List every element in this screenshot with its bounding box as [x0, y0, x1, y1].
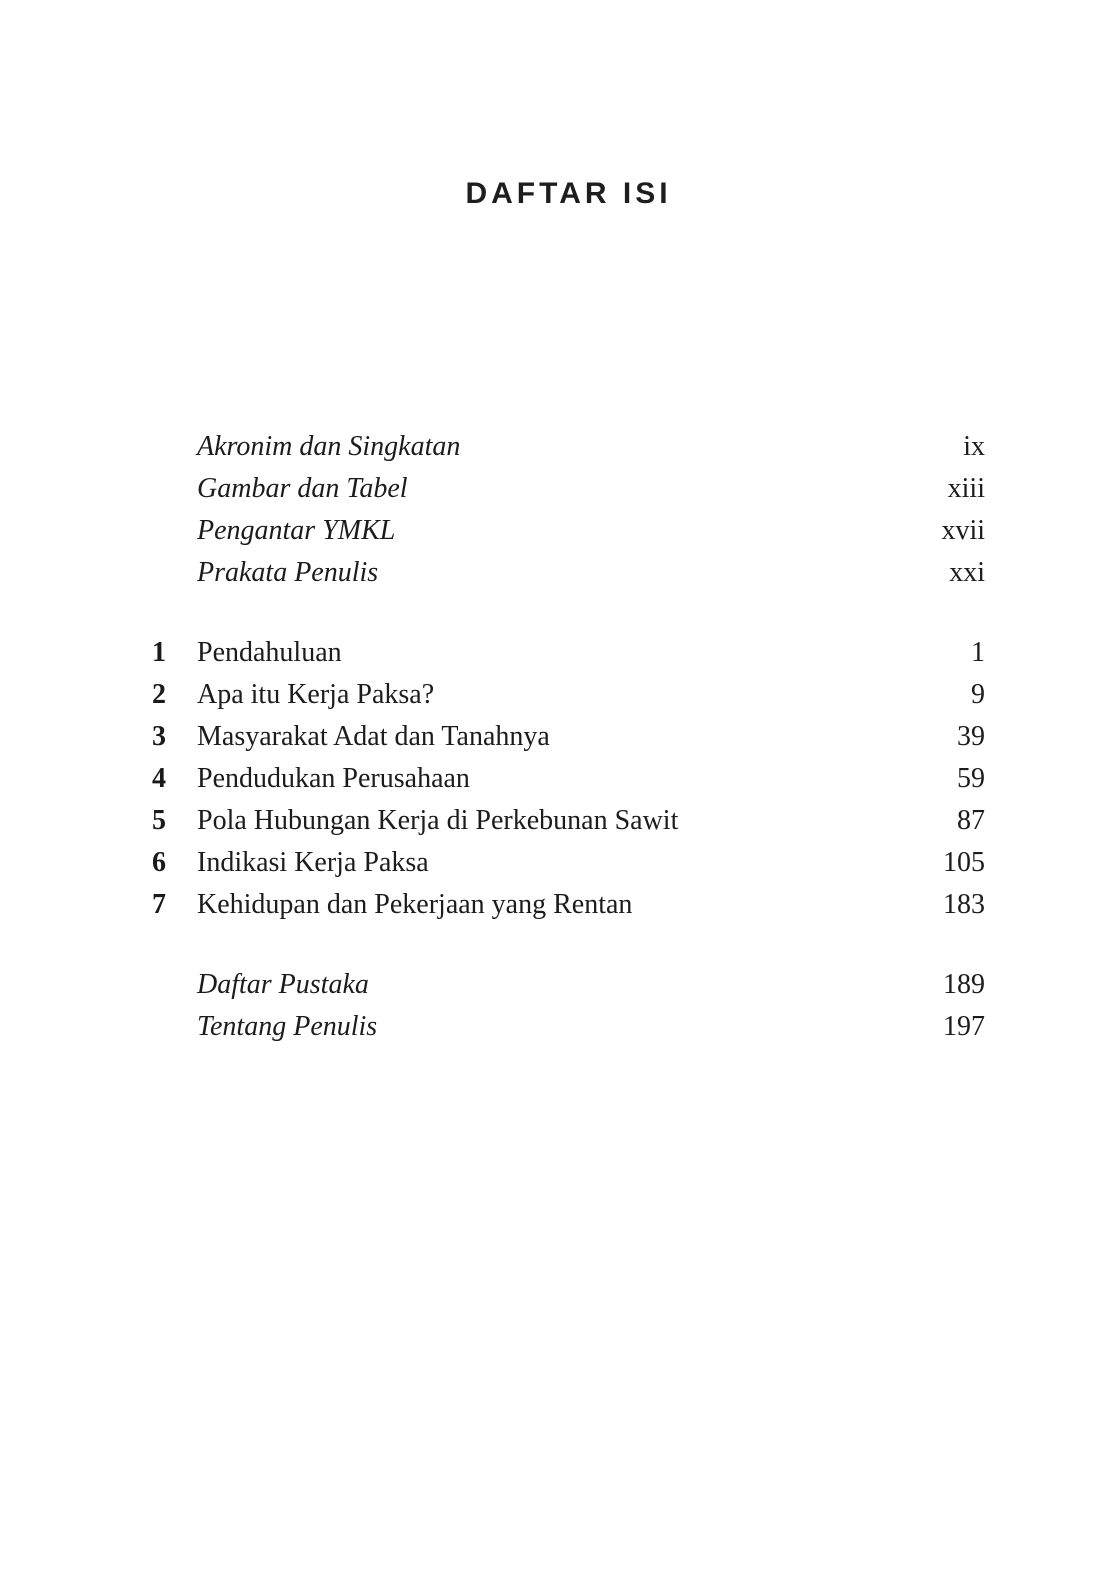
toc-entry-page-number: 105	[943, 847, 985, 878]
toc-entry	[152, 426, 985, 468]
back-matter-section	[152, 964, 985, 1048]
toc-entry-label: Apa itu Kerja Paksa?	[197, 679, 435, 710]
toc-entry-page-number: xvii	[941, 515, 985, 546]
toc-content	[152, 0, 985, 1042]
toc-entry	[152, 510, 985, 552]
table-of-contents	[152, 426, 985, 1048]
toc-entry	[152, 884, 985, 926]
toc-entry	[152, 800, 985, 842]
toc-entry-page-number: ix	[963, 431, 985, 462]
toc-entry	[152, 674, 985, 716]
toc-entry-page-number: 59	[957, 763, 985, 794]
toc-entry-chapter-number: 1	[152, 637, 166, 668]
toc-entry-label: Prakata Penulis	[197, 557, 379, 588]
toc-entry-label: Akronim dan Singkatan	[197, 431, 461, 462]
toc-entry-page-number: xiii	[947, 473, 985, 504]
toc-entry	[152, 716, 985, 758]
front-matter-section	[152, 426, 985, 594]
toc-entry-page-number: 197	[943, 1011, 985, 1042]
toc-entry-label: Masyarakat Adat dan Tanahnya	[197, 721, 550, 752]
page-title: DAFTAR ISI	[465, 177, 672, 210]
toc-entry-page-number: 1	[971, 637, 985, 668]
toc-entry-page-number: xxi	[949, 557, 985, 588]
toc-entry-page-number: 39	[957, 721, 985, 752]
toc-entry-page-number: 9	[971, 679, 985, 710]
toc-entry	[152, 964, 985, 1006]
toc-entry-label: Pendahuluan	[197, 637, 342, 668]
toc-entry-label: Pola Hubungan Kerja di Perkebunan Sawit	[197, 805, 679, 836]
toc-entry-chapter-number: 6	[152, 847, 166, 878]
toc-entry-label: Daftar Pustaka	[197, 969, 369, 1000]
toc-entry-chapter-number: 2	[152, 679, 166, 710]
toc-entry-label: Gambar dan Tabel	[197, 473, 408, 504]
toc-entry-page-number: 189	[943, 969, 985, 1000]
toc-entry-label: Pendudukan Perusahaan	[197, 763, 470, 794]
toc-entry-label: Tentang Penulis	[197, 1011, 378, 1042]
toc-entry	[152, 632, 985, 674]
toc-entry	[152, 552, 985, 594]
toc-entry	[152, 842, 985, 884]
toc-entry-chapter-number: 7	[152, 889, 166, 920]
toc-entry-page-number: 183	[943, 889, 985, 920]
toc-entry-label: Kehidupan dan Pekerjaan yang Rentan	[197, 889, 633, 920]
toc-entry	[152, 468, 985, 510]
toc-entry-chapter-number: 4	[152, 763, 166, 794]
toc-entry-chapter-number: 3	[152, 721, 166, 752]
toc-entry-label: Indikasi Kerja Paksa	[197, 847, 429, 878]
toc-entry-label: Pengantar YMKL	[197, 515, 396, 546]
toc-entry-chapter-number: 5	[152, 805, 166, 836]
toc-entry	[152, 1006, 985, 1048]
toc-entry-page-number: 87	[957, 805, 985, 836]
chapters-section	[152, 632, 985, 926]
toc-entry	[152, 758, 985, 800]
